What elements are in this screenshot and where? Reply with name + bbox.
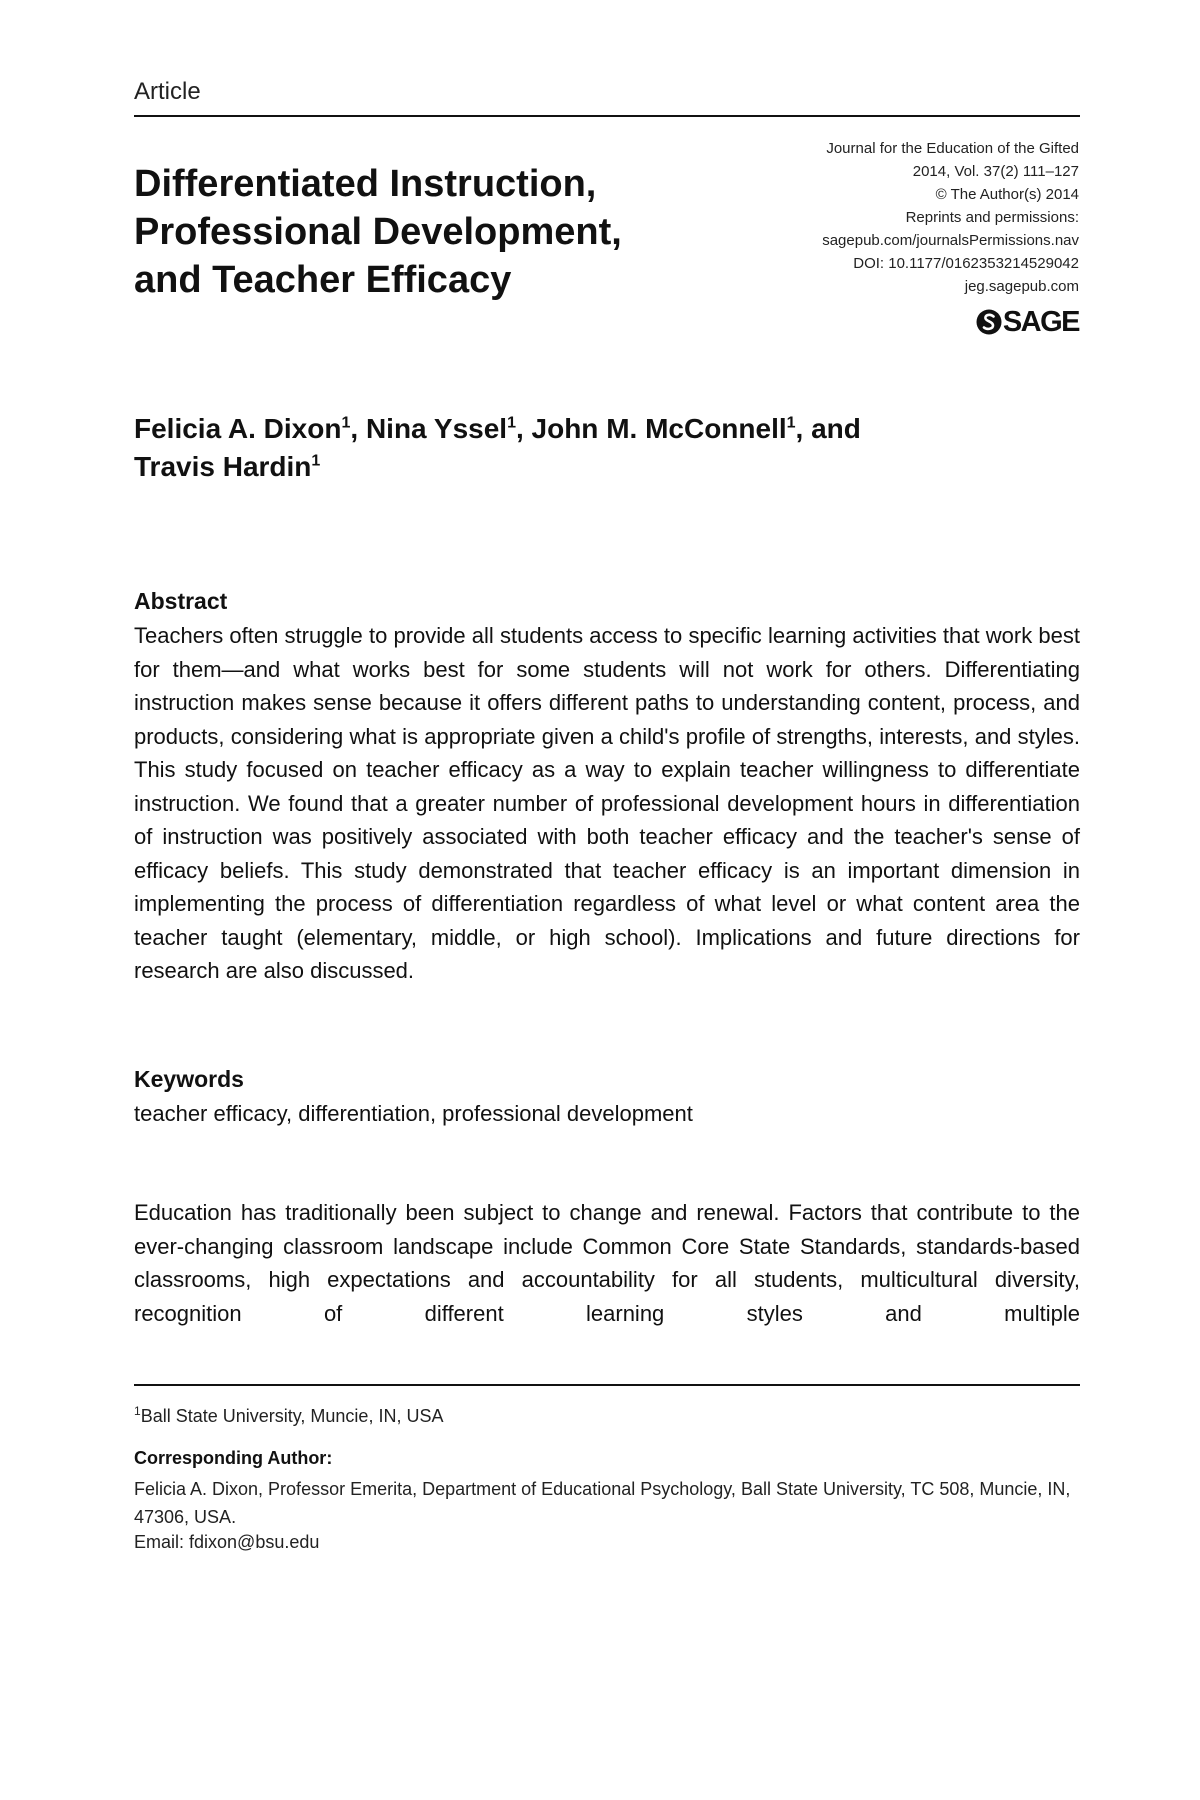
sage-wordmark: SAGE: [1002, 306, 1079, 338]
journal-website[interactable]: jeg.sagepub.com: [964, 278, 1079, 295]
permissions-link[interactable]: sagepub.com/journalsPermissions.nav: [822, 232, 1079, 249]
title-line-3: and Teacher Efficacy: [134, 259, 512, 301]
journal-name: Journal for the Education of the Gifted: [826, 140, 1079, 157]
title-line-2: Professional Development,: [134, 211, 622, 253]
affiliation-marker: 1: [507, 414, 516, 432]
affiliation-marker: 1: [786, 414, 796, 432]
sage-logo: [976, 305, 1079, 339]
affiliation-marker: 1: [134, 1404, 141, 1418]
title-line-1: Differentiated Instruction,: [134, 163, 597, 205]
corresponding-author-address: Felicia A. Dixon, Professor Emerita, Department of Educational Psychology, Ball State University, TC 508, Muncie, IN, 47306, USA.: [134, 1479, 1071, 1527]
corresponding-author-email[interactable]: Email: fdixon@bsu.edu: [134, 1532, 320, 1552]
header-rule: [134, 115, 1080, 117]
reprints-label: Reprints and permissions:: [905, 209, 1079, 226]
journal-volume: 2014, Vol. 37(2) 111–127: [912, 163, 1079, 180]
copyright: © The Author(s) 2014: [935, 186, 1079, 203]
author-name: John M. McConnell: [531, 413, 787, 444]
affiliation-text: Ball State University, Muncie, IN, USA: [140, 1406, 444, 1426]
author-name: Travis Hardin: [134, 451, 312, 482]
author-list: Felicia A. Dixon$^1$, Nina Yssel$^1$, John M. McConnell$^1$, and Travis Hardin$^1$: [134, 413, 861, 482]
abstract-text: Teachers often struggle to provide all students access to specific learning activities that work best for them—and what works best for some students will not work for others. Differentiating instruction makes sense because it offers different paths to understanding content, process, and products, considering what is appropriate given a child's profile of strengths, interests, and styles. This study focused on teacher efficacy as a way to explain teacher willingness to differentiate instruction. We found that a greater number of professional development hours in differentiation of instruction was positively associated with both teacher efficacy and the teacher's sense of efficacy beliefs. This study demonstrated that teacher efficacy is an important dimension in implementing the process of differentiation regardless of what level or what content area the teacher taught (elementary, middle, or high school). Implications and future directions for research are also discussed.: [134, 623, 1080, 983]
affiliation-marker: 1: [341, 414, 351, 432]
doi[interactable]: DOI: 10.1177/0162353214529042: [853, 255, 1079, 272]
corresponding-author-heading: Corresponding Author:: [134, 1448, 333, 1468]
body-paragraph: Education has traditionally been subject to change and renewal. Factors that contribute to the ever-changing classroom landscape include Common Core State Standards, standards-based classrooms, high expectations and accountability for all students, multicultural diversity, recognition of different learning styles and multiple: [134, 1200, 1080, 1326]
author-name: Nina Yssel: [365, 413, 508, 444]
keywords-text: teacher efficacy, differentiation, professional development: [134, 1101, 693, 1126]
abstract-heading: Abstract: [134, 588, 228, 614]
keywords-heading: Keywords: [134, 1066, 244, 1092]
affiliation-footnote: [134, 1404, 443, 1427]
footnote-rule: [134, 1384, 1080, 1386]
affiliation-marker: 1: [311, 452, 321, 470]
author-name: Felicia A. Dixon: [134, 413, 342, 444]
article-type-label: Article: [134, 78, 201, 105]
sage-mark-icon: [976, 307, 1002, 337]
journal-citation: [659, 137, 1079, 298]
